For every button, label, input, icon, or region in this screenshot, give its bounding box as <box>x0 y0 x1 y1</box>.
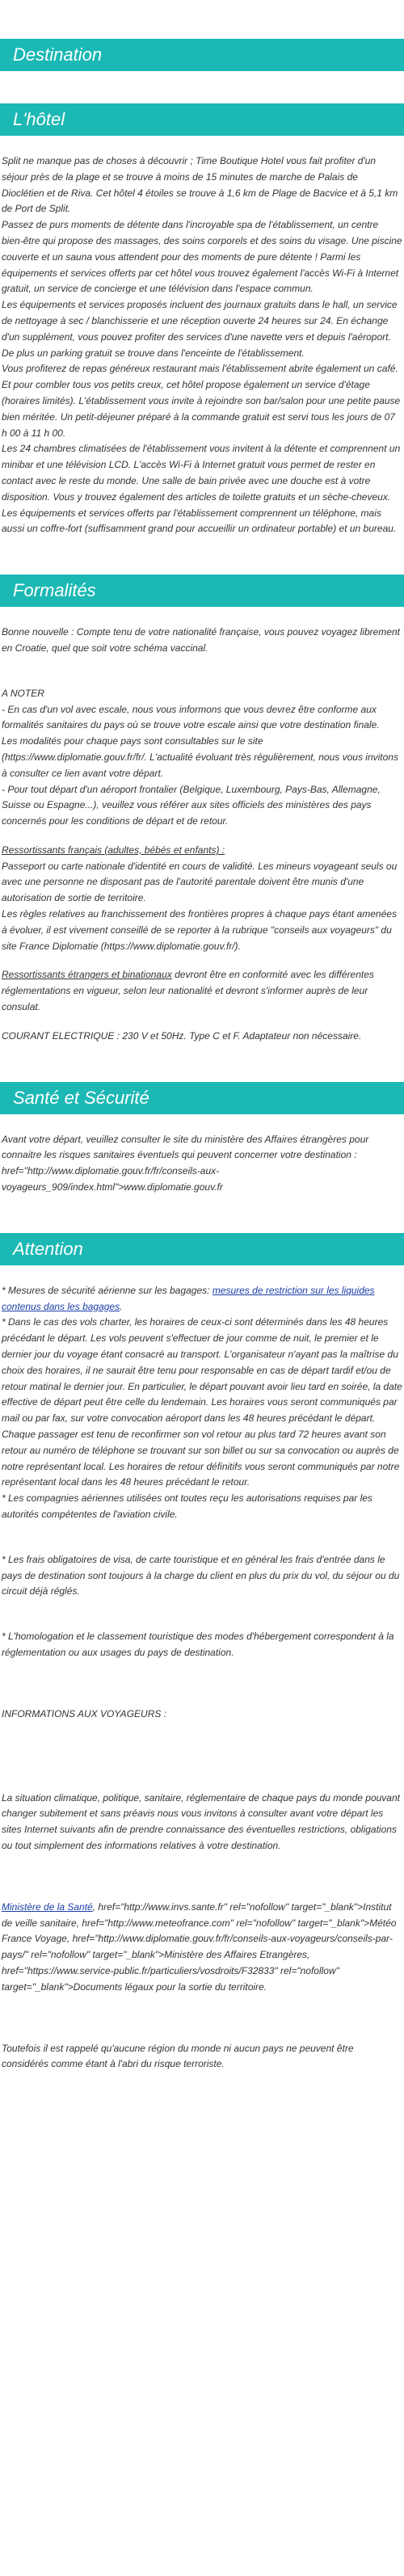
hotel-paragraph: Passez de purs moments de détente dans l'incroyable spa de l'établissement, un centre bien-être qui propose des massages, des soins corporels et des soins du visage. Une piscine couverte et un sauna vous attendent pour des moments de pure détente ! Parmi les équipements et services offerts par cet hôtel vous trouvez également l'accès Wi-Fi à Internet gratuit, un service de concierge et une télévision dans l'espace commun. <box>2 219 402 295</box>
attention-heading: Attention <box>0 1233 404 1265</box>
vols-line: * Dans le cas des vols charter, les horaires de ceux-ci sont déterminés dans les 48 heures précédant le départ. Les vols peuvent s'effectuer de jour comme de nuit, le premier et le dernier jour du voyage étant consacré au transport. L'organisateur n'ayant pas la maîtrise du choix des horaires, il ne saurait être tenu pour responsable en cas de départ tardif et/ou de retour matinal le dernier jour. En particulier, le départ pouvant avoir lieu tard en soirée, la date effective de départ peut être celle du lendemain. Les horaires vous seront communiqués par mail ou par fax, sur votre convocation aéroport dans les 48 heures précédant le départ. Chaque passager est tenu de reconfirmer son vol retour au plus tard 72 heures avant son retour au numéro de téléphone se trouvant sur son billet ou sur sa convocation ou auprès de notre représentant local. Les horaires de retour définitifs vous seront communiqués par notre représentant local dans les 48 heures précédant le retour. <box>2 1316 402 1488</box>
ressortissants-francais-line: Passeport ou carte nationale d'identité en cours de validité. Les mineurs voyageant seuls ou avec une personne ne disposant pas de l'autorité parentale doivent être munis d'une autorisation de sortie de territoire. <box>2 860 398 904</box>
situation-notice: La situation climatique, politique, sanitaire, réglementaire de chaque pays du monde pouvant changer subitement et sans préavis nous vous invitons à consulter avant votre départ les sites Internet suivants afin de prendre connaissance des éventuelles restrictions, obligations ou tout simplement des informations relatives à votre destination. <box>2 1791 400 1851</box>
sante-content <box>0 1114 404 1196</box>
ministere-links-text: , href="http://www.invs.sante.fr" rel="nofollow" target="_blank">Institut de veille sanitaire, href="http://www.meteofrance.com" rel="nofollow" target="_blank">Météo France Voyage, href="http://www.diplomatie.gouv.fr/fr/conseils-aux-voyageurs/conseils-par-pays/" rel="nofollow" target="_blank">Ministère des Affaires Etrangères, href="https://www.service-public.fr/particuliers/vosdroits/F32833" rel="nofollow" target="_blank">Documents légaux pour la sortie du territoire. <box>2 1900 397 1993</box>
sante-heading: Santé et Sécurité <box>0 1082 404 1114</box>
ressortissants-francais-line: Les règles relatives au franchissement des frontières propres à chaque pays étant amenées à évoluer, il est vivement conseillé de se reporter à la rubrique "conseils aux voyageurs" du site France Diplomatie (https://www.diplomatie.gouv.fr/). <box>2 908 397 952</box>
ressortissants-etrangers <box>2 967 402 1015</box>
hotel-heading: L'hôtel <box>0 103 404 136</box>
ressortissants-francais-label: Ressortissants français (adultes, bébés et enfants) : <box>2 844 225 856</box>
hotel-description <box>0 136 404 537</box>
formalites-content <box>0 607 404 1045</box>
terrorisme-notice: Toutefois il est rappelé qu'aucune région du monde ni aucun pays ne peuvent être considérés comme étant à l'abri du risque terroriste. <box>2 2042 354 2070</box>
note-title: A NOTER <box>2 687 44 699</box>
bagages-notice <box>2 1283 402 1315</box>
note-line: - En cas d'un vol avec escale, nous vous informons que vous devrez être conforme aux formalités sanitaires du pays où se trouve votre escale ainsi que votre destination finale. <box>2 703 380 731</box>
frais-notice: * Les frais obligatoires de visa, de carte touristique et en général les frais d'entrée dans le pays de destination sont toujours à la charge du client en plus du prix du vol, du séjour ou du circuit déjà réglés. <box>2 1553 400 1597</box>
note-line: - Pour tout départ d'un aéroport frontalier (Belgique, Luxembourg, Pays-Bas, Allemagne, Suisse ou Espagne...), veuillez vous référer aux sites officiels des ministères des pays concernés pour les conditions de départ et de retour. <box>2 783 381 827</box>
ressortissants-etrangers-label: Ressortissants étrangers et binationaux <box>2 969 172 981</box>
formalites-intro: Bonne nouvelle : Compte tenu de votre nationalité française, vous pouvez voyagez librement en Croatie, quel que soit votre schéma vaccinal. <box>2 626 400 654</box>
note-line: Les modalités pour chaque pays sont consultables sur le site (https://www.diplomatie.gouv.fr/fr/. L'actualité évoluant très régulièrement, nous vous invitons à consulter ce lien avant votre départ. <box>2 735 398 779</box>
courant-electrique: COURANT ELECTRIQUE : 230 V et 50Hz. Type C et F. Adaptateur non nécessaire. <box>2 1029 362 1042</box>
sante-text: Avant votre départ, veuillez consulter le site du ministère des Affaires étrangères pour connaitre les risques sanitaires éventuels qui peuvent concerner votre destination : href="http://www.diplomatie.gouv.fr/fr/conseils-aux-voyageurs_909/index.html">www.diplomatie.gouv.fr <box>2 1133 369 1193</box>
hotel-paragraph: Split ne manque pas de choses à découvrir ; Time Boutique Hotel vous fait profiter d'un séjour près de la plage et se trouve à moins de 15 minutes de marche de Palais de Dioclétien et de Riva. Cet hôtel 4 étoiles se trouve à 1,6 km de Plage de Bacvice et à 5,1 km de Port de Split. <box>2 155 398 215</box>
formalites-heading: Formalités <box>0 575 404 607</box>
destination-heading: Destination <box>0 39 404 71</box>
hotel-paragraph: Les équipements et services proposés incluent des journaux gratuits dans le hall, un service de nettoyage à sec / blanchisserie et une réception ouverte 24 heures sur 24. En échange d'un supplément, vous pouvez profiter des services d'une navette vers et depuis l'aéroport. De plus un parking gratuit se trouve dans l'enceinte de l'établissement. <box>2 299 398 359</box>
ressortissants-etrangers-text: devront être en conformité avec les différentes réglementations en vigueur, selon leur nationalité et devront s'informer auprès de leur consulat. <box>2 969 374 1013</box>
hotel-paragraph: Les 24 chambres climatisées de l'établissement vous invitent à la détente et comprennent un minibar et une télévision LCD. L'accès Wi-Fi à Internet gratuit vous permet de rester en contact avec le reste du monde. Une salle de bain privée avec une douche est à votre disposition. Vous y trouvez également des articles de toilette gratuits et un sèche-cheveux. Les équipements et services offerts par l'établissement comprennent un téléphone, mais aussi un coffre-fort (suffisamment grand pour accueillir un ordinateur portable) et un bureau. <box>2 443 401 535</box>
homologation-notice: * L'homologation et le classement touristique des modes d'hébergement correspondent à la réglementation ou aux usages du pays de destination. <box>2 1631 394 1658</box>
informations-title: INFORMATIONS AUX VOYAGEURS : <box>2 1707 167 1719</box>
vols-line: * Les compagnies aériennes utilisées ont toutes reçu les autorisations requises par les autorités compétentes de l'aviation civile. <box>2 1492 372 1520</box>
bagages-suffix: . <box>120 1300 123 1312</box>
bagages-prefix: * Mesures de sécurité aérienne sur les bagages: <box>2 1284 213 1296</box>
page <box>0 39 404 2089</box>
ministere-sante-link[interactable]: Ministère de la Santé <box>2 1900 93 1913</box>
attention-content <box>0 1265 404 2073</box>
ministere-links <box>2 1900 402 1996</box>
liquides-restriction-link[interactable]: mesures de restriction sur les liquides contenus dans les bagages <box>2 1284 375 1312</box>
hotel-paragraph: Vous profiterez de repas généreux restaurant mais l'établissement abrite également un café. Et pour combler tous vos petits creux, cet hôtel propose également un service d'étage (horaires limités). L'établissement vous invite à rejoindre son bar/salon pour une petite pause bien méritée. Un petit-déjeuner préparé à la commande gratuit est servi tous les jours de 07 h 00 à 11 h 00. <box>2 363 401 439</box>
